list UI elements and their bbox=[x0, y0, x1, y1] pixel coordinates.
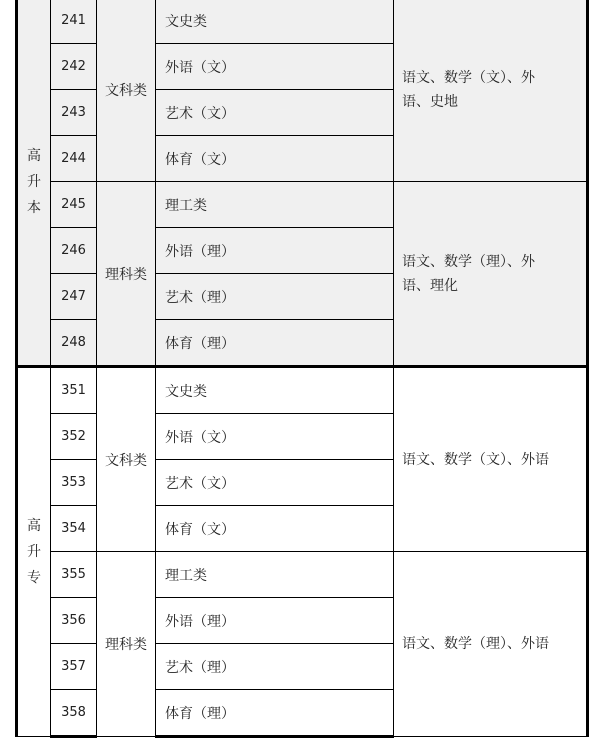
category-cell: 文科类 bbox=[97, 0, 156, 182]
category-cell: 理科类 bbox=[97, 552, 156, 737]
subject-cell: 体育（文） bbox=[156, 506, 394, 552]
category-cell: 理科类 bbox=[97, 182, 156, 367]
subject-cell: 外语（理） bbox=[156, 228, 394, 274]
code-cell: 351 bbox=[51, 367, 97, 414]
code-cell: 242 bbox=[51, 44, 97, 90]
subject-cell: 艺术（文） bbox=[156, 90, 394, 136]
code-cell: 243 bbox=[51, 90, 97, 136]
code-cell: 245 bbox=[51, 182, 97, 228]
exam-subjects-cell: 语文、数学（理）、外语 bbox=[394, 552, 588, 737]
subject-cell: 外语（文） bbox=[156, 44, 394, 90]
subject-cell: 外语（理） bbox=[156, 598, 394, 644]
code-cell: 354 bbox=[51, 506, 97, 552]
code-cell: 358 bbox=[51, 690, 97, 737]
code-cell: 356 bbox=[51, 598, 97, 644]
code-cell: 246 bbox=[51, 228, 97, 274]
exam-subject-table bbox=[15, 0, 589, 738]
table-row bbox=[17, 182, 588, 228]
code-cell: 352 bbox=[51, 414, 97, 460]
subject-cell: 理工类 bbox=[156, 182, 394, 228]
subject-cell: 体育（理） bbox=[156, 320, 394, 367]
code-cell: 241 bbox=[51, 0, 97, 44]
code-cell: 247 bbox=[51, 274, 97, 320]
exam-subjects-cell: 语文、数学（理）、外语、理化 bbox=[394, 182, 588, 367]
subject-cell: 文史类 bbox=[156, 367, 394, 414]
code-cell: 248 bbox=[51, 320, 97, 367]
subject-cell: 体育（文） bbox=[156, 136, 394, 182]
table-row bbox=[17, 367, 588, 414]
subject-cell: 艺术（理） bbox=[156, 274, 394, 320]
code-cell: 244 bbox=[51, 136, 97, 182]
code-cell: 355 bbox=[51, 552, 97, 598]
subject-cell: 体育（理） bbox=[156, 690, 394, 737]
group-label-cell bbox=[17, 0, 51, 367]
subject-cell: 文史类 bbox=[156, 0, 394, 44]
subject-cell: 外语（文） bbox=[156, 414, 394, 460]
exam-subjects-cell: 语文、数学（文）、外语 bbox=[394, 367, 588, 552]
code-cell: 353 bbox=[51, 460, 97, 506]
group-label: 高升本 bbox=[27, 147, 41, 216]
group-label-cell bbox=[17, 367, 51, 737]
category-cell: 文科类 bbox=[97, 367, 156, 552]
subject-cell: 艺术（理） bbox=[156, 644, 394, 690]
code-cell: 357 bbox=[51, 644, 97, 690]
subject-cell: 艺术（文） bbox=[156, 460, 394, 506]
subject-cell: 理工类 bbox=[156, 552, 394, 598]
exam-subjects-cell: 语文、数学（文）、外语、史地 bbox=[394, 0, 588, 182]
group-label: 高升专 bbox=[27, 518, 41, 586]
table-row bbox=[17, 552, 588, 598]
table-row bbox=[17, 0, 588, 44]
